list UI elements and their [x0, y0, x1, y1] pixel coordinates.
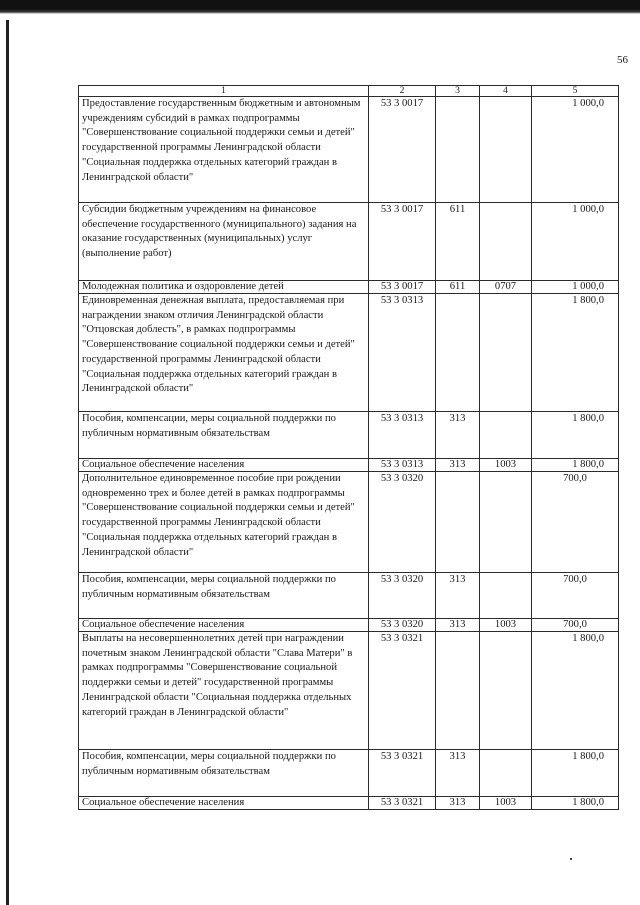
header-col-2: 2 [369, 86, 436, 97]
row-expense-type [436, 632, 480, 750]
row-name: Предоставление государственным бюджетным и автономным учреждениям субсидий в рамках подпрограммы "Совершенствование социальной поддержки семьи и детей" государственной программы Ленинградской области "Социальная поддержка отдельных категорий граждан в Ленинградской области" [79, 97, 369, 203]
scan-speck [570, 858, 572, 860]
row-expense-type: 313 [436, 412, 480, 459]
row-expense-type [436, 97, 480, 203]
row-expense-type [436, 294, 480, 412]
scan-top-border [0, 0, 640, 14]
row-expense-type: 313 [436, 619, 480, 632]
row-code: 53 3 0313 [369, 459, 436, 472]
table-row [79, 412, 619, 459]
row-expense-type: 611 [436, 281, 480, 294]
row-sum: 1 000,0 [532, 97, 619, 203]
row-sum: 1 000,0 [532, 281, 619, 294]
row-name: Пособия, компенсации, меры социальной поддержки по публичным нормативным обязательствам [79, 412, 369, 459]
row-code: 53 3 0313 [369, 412, 436, 459]
row-expense-type: 313 [436, 750, 480, 797]
row-expense-type: 313 [436, 797, 480, 810]
row-name: Социальное обеспечение населения [79, 459, 369, 472]
row-section [480, 573, 532, 619]
header-col-3: 3 [436, 86, 480, 97]
table-header-row [79, 86, 619, 97]
row-expense-type: 313 [436, 573, 480, 619]
row-sum: 1 800,0 [532, 459, 619, 472]
row-name: Пособия, компенсации, меры социальной поддержки по публичным нормативным обязательствам [79, 573, 369, 619]
row-section [480, 97, 532, 203]
row-section: 1003 [480, 459, 532, 472]
header-col-1: 1 [79, 86, 369, 97]
row-code: 53 3 0017 [369, 203, 436, 281]
row-sum: 1 800,0 [532, 294, 619, 412]
row-section [480, 632, 532, 750]
row-sum: 700,0 [532, 472, 619, 573]
row-section: 0707 [480, 281, 532, 294]
row-code: 53 3 0017 [369, 281, 436, 294]
row-expense-type [436, 472, 480, 573]
row-sum: 700,0 [532, 619, 619, 632]
row-expense-type: 611 [436, 203, 480, 281]
row-section [480, 412, 532, 459]
row-sum: 1 800,0 [532, 750, 619, 797]
row-sum: 700,0 [532, 573, 619, 619]
table-row [79, 797, 619, 810]
row-name: Молодежная политика и оздоровление детей [79, 281, 369, 294]
scan-left-edge [6, 20, 9, 905]
row-code: 53 3 0320 [369, 619, 436, 632]
row-section: 1003 [480, 619, 532, 632]
row-section [480, 203, 532, 281]
page-number: 56 [617, 54, 628, 66]
row-name: Выплаты на несовершеннолетних детей при награждении почетным знаком Ленинградской области "Слава Матери" в рамках подпрограммы "Совершенствование социальной поддержки семьи и детей" государственной программы Ленинградской области "Социальная поддержка отдельных категорий граждан в Ленинградской области" [79, 632, 369, 750]
row-code: 53 3 0320 [369, 472, 436, 573]
row-name: Социальное обеспечение населения [79, 797, 369, 810]
row-name: Пособия, компенсации, меры социальной поддержки по публичным нормативным обязательствам [79, 750, 369, 797]
table-row [79, 750, 619, 797]
row-code: 53 3 0017 [369, 97, 436, 203]
header-col-5: 5 [532, 86, 619, 97]
table-row [79, 472, 619, 573]
table-row [79, 632, 619, 750]
table-row [79, 459, 619, 472]
row-name: Дополнительное единовременное пособие при рождении одновременно трех и более детей в рамках подпрограммы "Совершенствование социальной поддержки семьи и детей" государственной программы Ленинградской области "Социальная поддержка отдельных категорий граждан в Ленинградской области" [79, 472, 369, 573]
row-code: 53 3 0321 [369, 750, 436, 797]
table-row [79, 573, 619, 619]
row-sum: 1 800,0 [532, 632, 619, 750]
row-code: 53 3 0321 [369, 632, 436, 750]
header-col-4: 4 [480, 86, 532, 97]
row-code: 53 3 0320 [369, 573, 436, 619]
row-name: Социальное обеспечение населения [79, 619, 369, 632]
table-row [79, 294, 619, 412]
row-sum: 1 800,0 [532, 412, 619, 459]
row-section [480, 294, 532, 412]
row-code: 53 3 0313 [369, 294, 436, 412]
row-code: 53 3 0321 [369, 797, 436, 810]
table-row [79, 619, 619, 632]
table-row [79, 203, 619, 281]
row-expense-type: 313 [436, 459, 480, 472]
row-section [480, 472, 532, 573]
table-row [79, 281, 619, 294]
row-section [480, 750, 532, 797]
budget-table [78, 85, 619, 810]
row-sum: 1 000,0 [532, 203, 619, 281]
row-name: Субсидии бюджетным учреждениям на финансовое обеспечение государственного (муниципального) задания на оказание государственных (муниципальных) услуг (выполнение работ) [79, 203, 369, 281]
row-name: Единовременная денежная выплата, предоставляемая при награждении знаком отличия Ленинградской области "Отцовская доблесть", в рамках подпрограммы "Совершенствование социальной поддержки семьи и детей" государственной программы Ленинградской области "Социальная поддержка отдельных категорий граждан в Ленинградской области" [79, 294, 369, 412]
table-row [79, 97, 619, 203]
row-sum: 1 800,0 [532, 797, 619, 810]
row-section: 1003 [480, 797, 532, 810]
